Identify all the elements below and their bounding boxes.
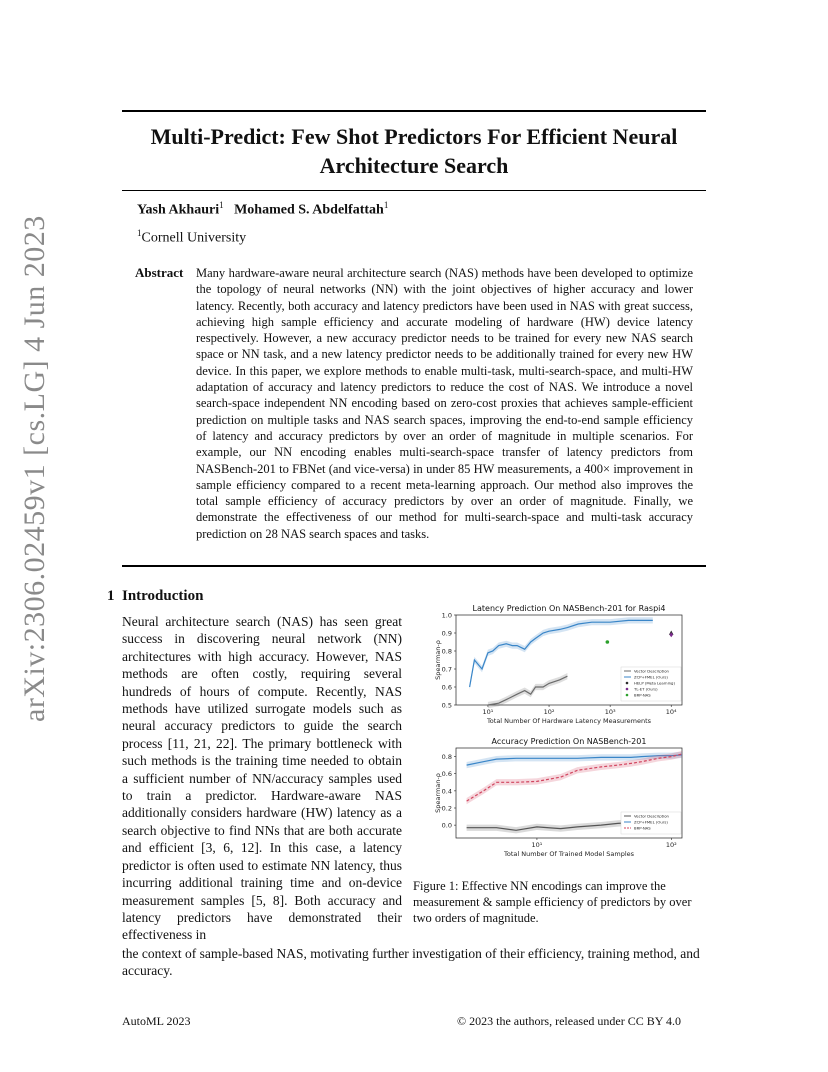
y-tick-label: 0.6 <box>441 683 452 692</box>
footer-license: © 2023 the authors, released under CC BY 4.0 <box>457 1014 681 1028</box>
latency-chart <box>430 603 690 728</box>
abstract-rule <box>122 565 706 567</box>
affil-mark: 1 <box>137 228 142 238</box>
x-axis-label: Total Number Of Trained Model Samples <box>503 850 635 858</box>
accuracy-chart <box>430 736 690 861</box>
legend-label: Vector Description <box>634 668 669 674</box>
legend-label: ZCP+FMEL (Ours) <box>634 674 668 680</box>
section-title: Introduction <box>122 588 204 604</box>
arxiv-stamp: arXiv:2306.02459v1 [cs.LG] 4 Jun 2023 <box>18 215 51 722</box>
author-name: Mohamed S. Abdelfattah <box>234 202 384 218</box>
chart-title: Latency Prediction On NASBench-201 for Raspi4 <box>472 604 666 613</box>
affil-name: Cornell University <box>141 230 247 246</box>
author-name: Yash Akhauri <box>137 202 220 218</box>
intro-paragraph: Neural architecture search (NAS) has seen great success in discovering neural network (NN) architectures with high accuracy. However, NAS methods are often costly, requiring several hundreds of hours of compute. Recently, NAS methods have utilized surrogate models such as neural accuracy predictors to guide the search process [11, 21, 22]. The primary bottleneck with such methods is the training time needed to obtain a sufficient number of NN/accuracy samples used to train a predictor. Hardware-aware NAS additionally considers hardware (HW) latency as a search objective to find NNs that are both accurate and efficient [3, 6, 12]. In this case, a latency predictor is often used to estimate NN latency, thus incurring additional training time and on-device measurement samples [5, 8]. Both accuracy and latency predictors have demonstrated their effectiveness in <box>122 614 402 943</box>
x-axis-label: Total Number Of Hardware Latency Measurements <box>486 717 652 725</box>
legend-label: ZCP+FMEL (Ours) <box>634 819 668 825</box>
x-tick-label: 10¹ <box>531 841 543 849</box>
title-rule <box>122 190 706 191</box>
legend-label: Vector Description <box>634 813 669 819</box>
legend-label: BRP-NAS <box>634 825 651 831</box>
x-tick-label: 10¹ <box>482 708 494 716</box>
chart-title: Accuracy Prediction On NASBench-201 <box>491 737 647 746</box>
y-tick-label: 0.4 <box>441 787 452 796</box>
author-affil-mark: 1 <box>383 200 389 210</box>
paper-title: Multi-Predict: Few Shot Predictors For Efficient Neural Architecture Search <box>150 124 678 178</box>
legend-swatch <box>626 688 629 691</box>
section-number: 1 <box>107 588 115 604</box>
y-tick-label: 0.2 <box>441 804 452 813</box>
top-rule <box>122 110 706 112</box>
y-tick-label: 0.0 <box>441 821 452 830</box>
author-affil-mark: 1 <box>219 200 224 210</box>
x-tick-label: 10² <box>543 708 555 716</box>
author-list <box>137 200 388 219</box>
y-tick-label: 0.9 <box>441 629 452 638</box>
intro-paragraph-continued: the context of sample-based NAS, motivating further investigation of their efficiency, training method, and accuracy. <box>122 946 700 979</box>
y-tick-label: 0.8 <box>441 647 452 656</box>
y-tick-label: 0.7 <box>441 665 452 674</box>
figure-caption: Figure 1: Effective NN encodings can improve the measurement & sample efficiency of predictors by over two orders of magnitude. <box>413 879 692 925</box>
y-axis-label: Spearman-ρ <box>434 773 442 813</box>
legend-label: HELP (Meta Learning) <box>634 680 675 686</box>
legend-label: BRP-NAS <box>634 692 651 698</box>
legend-label: TL-ET (Ours) <box>634 686 658 692</box>
y-tick-label: 0.6 <box>441 770 452 779</box>
data-point <box>606 640 610 644</box>
abstract-body: Many hardware-aware neural architecture search (NAS) methods have been developed to optimize the topology of neural networks (NN) with the joint objectives of higher accuracy and lower latency. Recently, both accuracy and latency predictors have been used in NAS with great success, achieving high sample efficiency and accurate modeling of hardware (HW) device latency respectively. However, a new accuracy predictor needs to be trained for every new NAS search space or NN task, and a new latency predictor needs to be additionally trained for every new HW device. In this paper, we explore methods to enable multi-task, multi-search-space, and multi-HW adaptation of accuracy and latency predictors to reduce the cost of NAS. We introduce a novel search-space independent NN encoding based on zero-cost proxies that achieves sample-efficient prediction on multiple tasks and NAS search spaces, improving the end-to-end sample efficiency of latency and accuracy predictors by over an order of magnitude in multiple scenarios. For example, our NN encoding enables multi-search-space transfer of latency predictors from NASBench-201 to FBNet (and vice-versa) in under 85 HW measurements, a 400× improvement in sample efficiency compared to a recent meta-learning approach. Our method also improves the total sample efficiency of accuracy predictors by over an order of magnitude. Finally, we demonstrate the effectiveness of our method for multi-search-space and multi-task accuracy prediction on 28 NAS search spaces and tasks. <box>196 266 693 541</box>
y-tick-label: 0.5 <box>441 701 452 710</box>
legend-swatch <box>626 694 629 697</box>
x-tick-label: 10² <box>665 841 677 849</box>
affiliation <box>137 228 246 247</box>
y-tick-label: 0.8 <box>441 753 452 762</box>
x-tick-label: 10³ <box>604 708 616 716</box>
legend-swatch <box>626 682 629 685</box>
y-tick-label: 1.0 <box>441 611 452 620</box>
x-tick-label: 10⁴ <box>665 708 677 716</box>
abstract-heading: Abstract <box>135 265 184 280</box>
footer-venue: AutoML 2023 <box>122 1014 191 1028</box>
y-axis-label: Spearman-ρ <box>434 640 442 680</box>
